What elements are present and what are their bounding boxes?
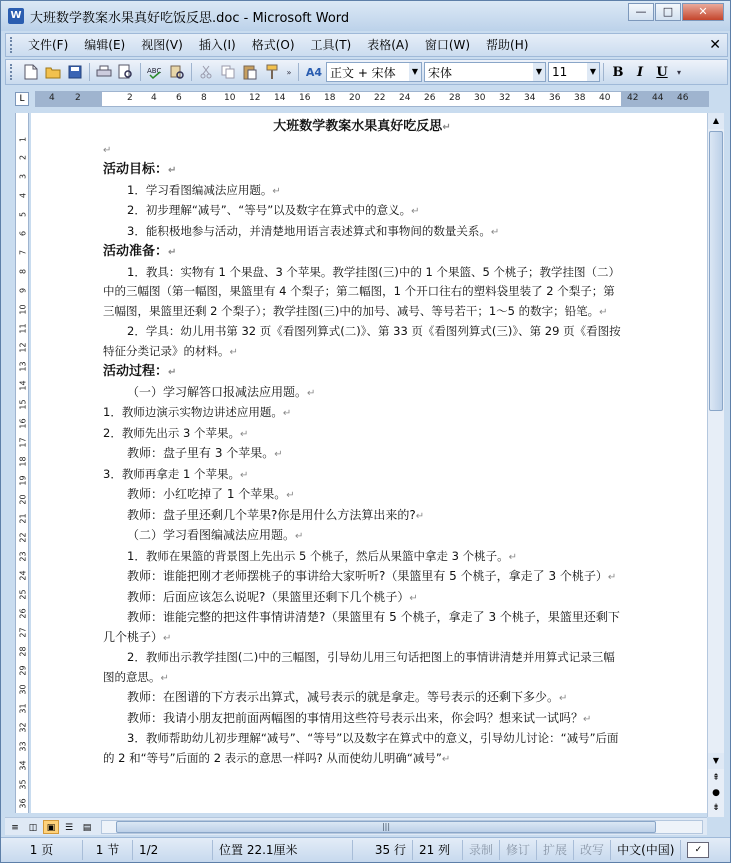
document-canvas[interactable] <box>31 113 707 813</box>
vruler-tick: 29 <box>18 665 28 676</box>
ruler-tick: 14 <box>274 93 286 103</box>
menu-tools[interactable]: 工具(T) <box>310 38 352 52</box>
format-painter-icon[interactable] <box>262 62 282 82</box>
status-overtype[interactable]: 改写 <box>574 840 611 860</box>
paragraph-text: 活动过程： <box>103 364 169 379</box>
tab-selector[interactable]: L <box>15 92 29 106</box>
paragraph-mark-icon: ↵ <box>239 469 249 481</box>
paragraph-mark-icon: ↵ <box>168 165 177 176</box>
vertical-scrollbar[interactable] <box>707 113 724 817</box>
window-controls <box>627 3 724 21</box>
formatting-toolbar <box>5 59 728 85</box>
vruler-tick: 33 <box>18 741 28 752</box>
document-paragraph[interactable] <box>103 547 621 568</box>
menu-file[interactable]: 文件(F) <box>28 38 69 52</box>
paragraph-text: 2．教师出示教学挂图(二)中的三幅图，引导幼儿用三句话把图上的事情讲清楚并用算式记录三幅图的意思。 <box>103 650 615 684</box>
status-bar <box>1 837 730 862</box>
vruler-tick: 6 <box>18 230 28 237</box>
paragraph-text: 大班数学教案水果真好吃反思 <box>273 119 443 134</box>
paragraph-mark-icon: ↵ <box>272 185 281 197</box>
next-page-icon[interactable]: ⇟ <box>712 803 720 813</box>
toolbar-grip-handle[interactable] <box>10 64 14 80</box>
paragraph-text: 1．学习看图编减法应用题。 <box>127 182 273 197</box>
paragraph-mark-icon: ↵ <box>599 306 608 318</box>
vruler-tick: 17 <box>18 437 28 448</box>
paragraph-text: 活动目标： <box>103 162 169 177</box>
toolbar-separator <box>89 63 90 81</box>
toolbar-separator <box>298 63 299 81</box>
paragraph-mark-icon: ↵ <box>559 693 568 704</box>
open-folder-icon[interactable] <box>43 62 63 82</box>
ruler-tick: 40 <box>599 93 611 103</box>
ruler-tick: 44 <box>652 93 664 103</box>
paragraph-text: 教师：谁能完整的把这件事情讲清楚?（果篮里有 5 个桃子，拿走了 3 个桃子，果篮里还剩下几个桃子） <box>103 610 620 644</box>
document-body[interactable] <box>103 117 621 769</box>
document-paragraph[interactable] <box>103 588 621 609</box>
status-position: 位置 22.1厘米 <box>213 840 353 860</box>
ruler-tick: 4 <box>151 93 157 103</box>
menu-bar <box>5 33 728 57</box>
ruler-tick: 2 <box>75 93 81 103</box>
paragraph-text: 教师：谁能把刚才老师摆桃子的事讲给大家听听?（果篮里有 5 个桃子，拿走了 3 个桃子） <box>127 569 608 583</box>
vruler-tick: 16 <box>18 418 28 429</box>
document-paragraph[interactable] <box>103 424 621 445</box>
document-paragraph[interactable] <box>103 709 621 730</box>
scroll-down-arrow-icon[interactable]: ▼ <box>708 753 724 769</box>
ruler-tick: 6 <box>176 93 182 103</box>
paste-icon[interactable] <box>240 62 260 82</box>
paragraph-mark-icon: ↵ <box>607 572 617 583</box>
status-page: 1 页 <box>1 840 83 860</box>
ruler-tick: 12 <box>249 93 261 103</box>
document-paragraph[interactable] <box>103 263 621 323</box>
vertical-scroll-thumb[interactable] <box>709 131 723 411</box>
chevron-down-icon[interactable]: ▼ <box>587 63 599 81</box>
document-paragraph[interactable] <box>103 403 621 424</box>
vruler-tick: 20 <box>18 494 28 505</box>
document-paragraph[interactable] <box>103 140 621 161</box>
paragraph-text: 教师：我请小朋友把前面两幅图的事情用这些符号表示出来，你会吗？想来试一试吗？ <box>127 710 584 725</box>
document-paragraph[interactable] <box>103 648 621 688</box>
paragraph-mark-icon: ↵ <box>583 713 592 725</box>
vruler-tick: 2 <box>18 154 28 161</box>
paragraph-mark-icon: ↵ <box>274 449 283 460</box>
vruler-tick: 30 <box>18 684 28 695</box>
vruler-tick: 32 <box>18 722 28 733</box>
toolbar-separator <box>191 63 192 81</box>
section-heading[interactable] <box>103 160 621 181</box>
paragraph-mark-icon: ↵ <box>168 247 177 258</box>
menu-insert[interactable]: 插入(I) <box>198 38 236 52</box>
ruler-tick: 28 <box>449 93 461 103</box>
paragraph-text: 2．教师先出示 3 个苹果。 <box>103 425 240 440</box>
paragraph-text: 2．学具：幼儿用书第 32 页《看图列算式(二)》、第 33 页《看图列算式(三)》、第 29 页《看图按特征分类记录》的材料。 <box>103 324 621 358</box>
spelling-status-book-icon[interactable]: ✓ <box>687 842 709 858</box>
font-size-select-value: 11 <box>552 65 568 79</box>
ruler-tick: 20 <box>349 93 361 103</box>
document-paragraph[interactable] <box>103 181 621 202</box>
document-paragraph[interactable] <box>103 506 621 527</box>
previous-page-icon[interactable]: ⇞ <box>712 773 720 783</box>
ruler-tick: 10 <box>224 93 236 103</box>
vruler-tick: 34 <box>18 760 28 771</box>
document-paragraph[interactable] <box>103 201 621 222</box>
vruler-tick: 14 <box>18 380 28 391</box>
vruler-tick: 11 <box>18 323 28 334</box>
toolbar-separator <box>140 63 141 81</box>
paragraph-text: 1．教具：实物有 1 个果盘、3 个苹果。教学挂图(三)中的 1 个果篮、5 个桃子；教学挂图（二）中的三幅图（第一幅图，果篮里有 4 个梨子；第二幅图，1 个开口往右的塑料袋里装了 2 个梨子；第三幅图，果篮里还剩 2 个梨子）；教学挂图(三)中的加号、减号、等号若干；1～5 的数字；铅笔。 <box>103 264 620 318</box>
research-icon[interactable] <box>167 62 187 82</box>
ruler-tick: 42 <box>627 93 639 103</box>
vruler-tick: 5 <box>18 211 28 218</box>
vruler-tick: 13 <box>18 361 28 372</box>
vruler-tick: 22 <box>18 532 28 543</box>
paragraph-mark-icon: ↵ <box>163 632 172 644</box>
reading-view-icon[interactable]: ▤ <box>82 822 92 833</box>
normal-view-icon[interactable]: ≡ <box>11 822 19 833</box>
web-view-icon[interactable]: ◫ <box>28 822 38 833</box>
menu-format[interactable]: 格式(O) <box>251 38 295 52</box>
status-extend-selection[interactable]: 扩展 <box>537 840 574 860</box>
paragraph-text: 3．能积极地参与活动，并清楚地用语言表述算式和事物间的数量关系。 <box>127 223 491 238</box>
vruler-tick: 7 <box>18 249 28 256</box>
document-paragraph[interactable] <box>103 729 621 769</box>
ruler-tick: 2 <box>127 93 133 103</box>
horizontal-ruler[interactable] <box>35 91 709 107</box>
vruler-tick: 27 <box>18 627 28 638</box>
spelling-check-icon[interactable] <box>145 62 165 82</box>
font-name-select[interactable] <box>424 62 546 82</box>
paragraph-mark-icon: ↵ <box>490 226 500 238</box>
ruler-tick: 22 <box>374 93 386 103</box>
copy-icon[interactable] <box>218 62 238 82</box>
paragraph-mark-icon: ↵ <box>411 206 420 217</box>
paragraph-text: 教师：后面应该怎么说呢?（果篮里还剩下几个桃子） <box>127 589 410 604</box>
vertical-ruler[interactable] <box>15 113 29 813</box>
paragraph-text: 2．初步理解“减号”、“等号”以及数字在算式中的意义。 <box>127 203 412 217</box>
font-size-select[interactable] <box>548 62 600 82</box>
paragraph-mark-icon: ↵ <box>282 408 292 419</box>
document-paragraph[interactable] <box>103 608 621 648</box>
menu-table[interactable]: 表格(A) <box>367 38 409 52</box>
cut-icon[interactable] <box>196 62 216 82</box>
status-record-macro[interactable]: 录制 <box>463 840 500 860</box>
vruler-tick: 1 <box>18 136 28 143</box>
minimize-button[interactable]: — <box>628 3 654 21</box>
title-bar[interactable] <box>1 1 730 31</box>
styles-pane-icon[interactable]: A4 <box>305 65 323 79</box>
vruler-tick: 35 <box>18 779 28 790</box>
paragraph-text: （二）学习看图编减法应用题。 <box>127 528 296 542</box>
ruler-tick: 16 <box>299 93 311 103</box>
vruler-tick: 23 <box>18 551 28 562</box>
ruler-tick: 18 <box>324 93 336 103</box>
ruler-tick: 38 <box>574 93 586 103</box>
left-margin-region <box>35 92 102 106</box>
document-paragraph[interactable] <box>103 222 621 243</box>
vruler-tick: 19 <box>18 475 28 486</box>
paragraph-text: 3．教师帮助幼儿初步理解“减号”、“等号”以及数字在算式中的意义，引导幼儿讨论：“减号”后面的 2 和“等号”后面的 2 表示的意思一样吗? 从而使幼儿明确“减号” <box>103 731 619 765</box>
paragraph-mark-icon: ↵ <box>160 672 169 684</box>
paragraph-mark-icon: ↵ <box>168 367 177 378</box>
view-and-hscroll-bar <box>5 817 707 835</box>
paragraph-mark-icon: ↵ <box>295 531 304 542</box>
status-page-of: 1/2 <box>133 840 213 860</box>
close-window-button[interactable]: ✕ <box>682 3 724 21</box>
paragraph-mark-icon: ↵ <box>229 346 238 358</box>
menu-window[interactable]: 窗口(W) <box>424 38 471 52</box>
menu-edit[interactable]: 编辑(E) <box>84 38 126 52</box>
chevron-down-icon[interactable]: ▼ <box>533 63 545 81</box>
paragraph-text: （一）学习解答口报减法应用题。 <box>127 384 308 399</box>
document-paragraph[interactable] <box>103 465 621 486</box>
vruler-tick: 9 <box>18 287 28 294</box>
paragraph-text: 3．教师再拿走 1 个苹果。 <box>103 466 240 481</box>
print-preview-icon[interactable] <box>116 62 136 82</box>
document-title[interactable] <box>103 117 621 138</box>
underline-button[interactable]: U <box>656 64 668 80</box>
paragraph-text: 教师：盘子里有 3 个苹果。 <box>127 446 275 460</box>
paragraph-mark-icon: ↵ <box>286 490 295 501</box>
menu-view[interactable]: 视图(V) <box>141 38 183 52</box>
toolbar-options-icon[interactable]: ▾ <box>676 67 681 77</box>
paragraph-mark-icon: ↵ <box>415 510 425 522</box>
print-layout-view-icon[interactable]: ▣ <box>43 820 59 834</box>
document-paragraph[interactable] <box>103 526 621 547</box>
bold-button[interactable]: B <box>612 64 624 80</box>
paragraph-mark-icon: ↵ <box>442 122 451 133</box>
ruler-tick: 46 <box>677 93 689 103</box>
vruler-tick: 4 <box>18 192 28 199</box>
paragraph-mark-icon: ↵ <box>239 428 249 440</box>
document-close-button[interactable]: ✕ <box>709 37 721 53</box>
font-name-select-value: 宋体 <box>428 65 453 80</box>
status-language[interactable]: 中文(中国) <box>611 840 681 860</box>
document-paragraph[interactable] <box>103 444 621 465</box>
style-select-value: 正文 + 宋体 <box>330 65 396 80</box>
paragraph-text: 教师：在图谱的下方表示出算式，减号表示的就是拿走。等号表示的还剩下多少。 <box>127 690 560 704</box>
paragraph-text: 教师：小红吃掉了 1 个苹果。 <box>127 487 287 501</box>
document-paragraph[interactable] <box>103 322 621 362</box>
document-paragraph[interactable] <box>103 688 621 709</box>
paragraph-text: 1．教师在果篮的背景图上先出示 5 个桃子，然后从果篮中拿走 3 个桃子。 <box>127 548 509 563</box>
vruler-tick: 18 <box>18 456 28 467</box>
vruler-tick: 25 <box>18 589 28 600</box>
italic-button[interactable]: I <box>636 64 644 80</box>
paragraph-mark-icon: ↵ <box>508 551 517 563</box>
vruler-tick: 28 <box>18 646 28 657</box>
paragraph-text: 教师：盘子里还剩几个苹果?你是用什么方法算出来的? <box>127 507 416 522</box>
vruler-tick: 26 <box>18 608 28 619</box>
vruler-tick: 24 <box>18 570 28 581</box>
style-select[interactable] <box>326 62 422 82</box>
menu-grip-handle[interactable] <box>10 37 14 53</box>
menu-help[interactable]: 帮助(H) <box>486 38 529 52</box>
maximize-button[interactable]: □ <box>655 3 681 21</box>
horizontal-scrollbar[interactable] <box>101 820 703 834</box>
ruler-tick: 30 <box>474 93 486 103</box>
ruler-tick: 36 <box>549 93 561 103</box>
save-icon[interactable] <box>65 62 85 82</box>
print-icon[interactable] <box>94 62 114 82</box>
ruler-tick: 24 <box>399 93 411 103</box>
paragraph-mark-icon: ↵ <box>441 753 451 765</box>
status-column: 21 列 <box>413 840 463 860</box>
document-paragraph[interactable] <box>103 383 621 404</box>
select-browse-object-icon[interactable]: ● <box>712 788 720 798</box>
vruler-tick: 8 <box>18 268 28 275</box>
status-line: 35 行 <box>353 840 413 860</box>
vruler-tick: 31 <box>18 703 28 714</box>
document-paragraph[interactable] <box>103 567 621 588</box>
toolbar-separator <box>603 63 604 81</box>
status-section: 1 节 <box>83 840 133 860</box>
ruler-tick: 4 <box>49 93 55 103</box>
paragraph-mark-icon: ↵ <box>103 144 112 156</box>
vruler-tick: 10 <box>18 304 28 315</box>
outline-view-icon[interactable]: ☰ <box>64 822 74 833</box>
paragraph-mark-icon: ↵ <box>409 592 418 604</box>
ruler-tick: 26 <box>424 93 436 103</box>
paragraph-text: 活动准备： <box>103 244 169 259</box>
ruler-row <box>5 89 713 109</box>
new-document-icon[interactable] <box>21 62 41 82</box>
window-title: 大班数学教案水果真好吃饭反思.doc - Microsoft Word <box>30 10 350 26</box>
scroll-up-arrow-icon[interactable]: ▲ <box>708 113 724 129</box>
toolbar-overflow-chevron-icon[interactable]: » <box>286 67 292 77</box>
svg-text:ABC: ABC <box>147 67 162 75</box>
vruler-tick: 15 <box>18 399 28 410</box>
document-paragraph[interactable] <box>103 485 621 506</box>
ruler-tick: 34 <box>524 93 536 103</box>
vruler-tick: 36 <box>18 798 28 809</box>
section-heading[interactable] <box>103 362 621 383</box>
vruler-tick: 21 <box>18 513 28 524</box>
paragraph-mark-icon: ↵ <box>307 387 316 399</box>
status-track-changes[interactable]: 修订 <box>500 840 537 860</box>
word-app-icon[interactable]: W <box>8 8 24 24</box>
ruler-tick: 8 <box>201 93 207 103</box>
section-heading[interactable] <box>103 242 621 263</box>
vruler-tick: 12 <box>18 342 28 353</box>
chevron-down-icon[interactable]: ▼ <box>409 63 421 81</box>
ruler-tick: 32 <box>499 93 511 103</box>
horizontal-scroll-thumb[interactable]: ||| <box>116 821 656 833</box>
vruler-tick: 3 <box>18 173 28 180</box>
paragraph-text: 1．教师边演示实物边讲述应用题。 <box>103 405 283 419</box>
